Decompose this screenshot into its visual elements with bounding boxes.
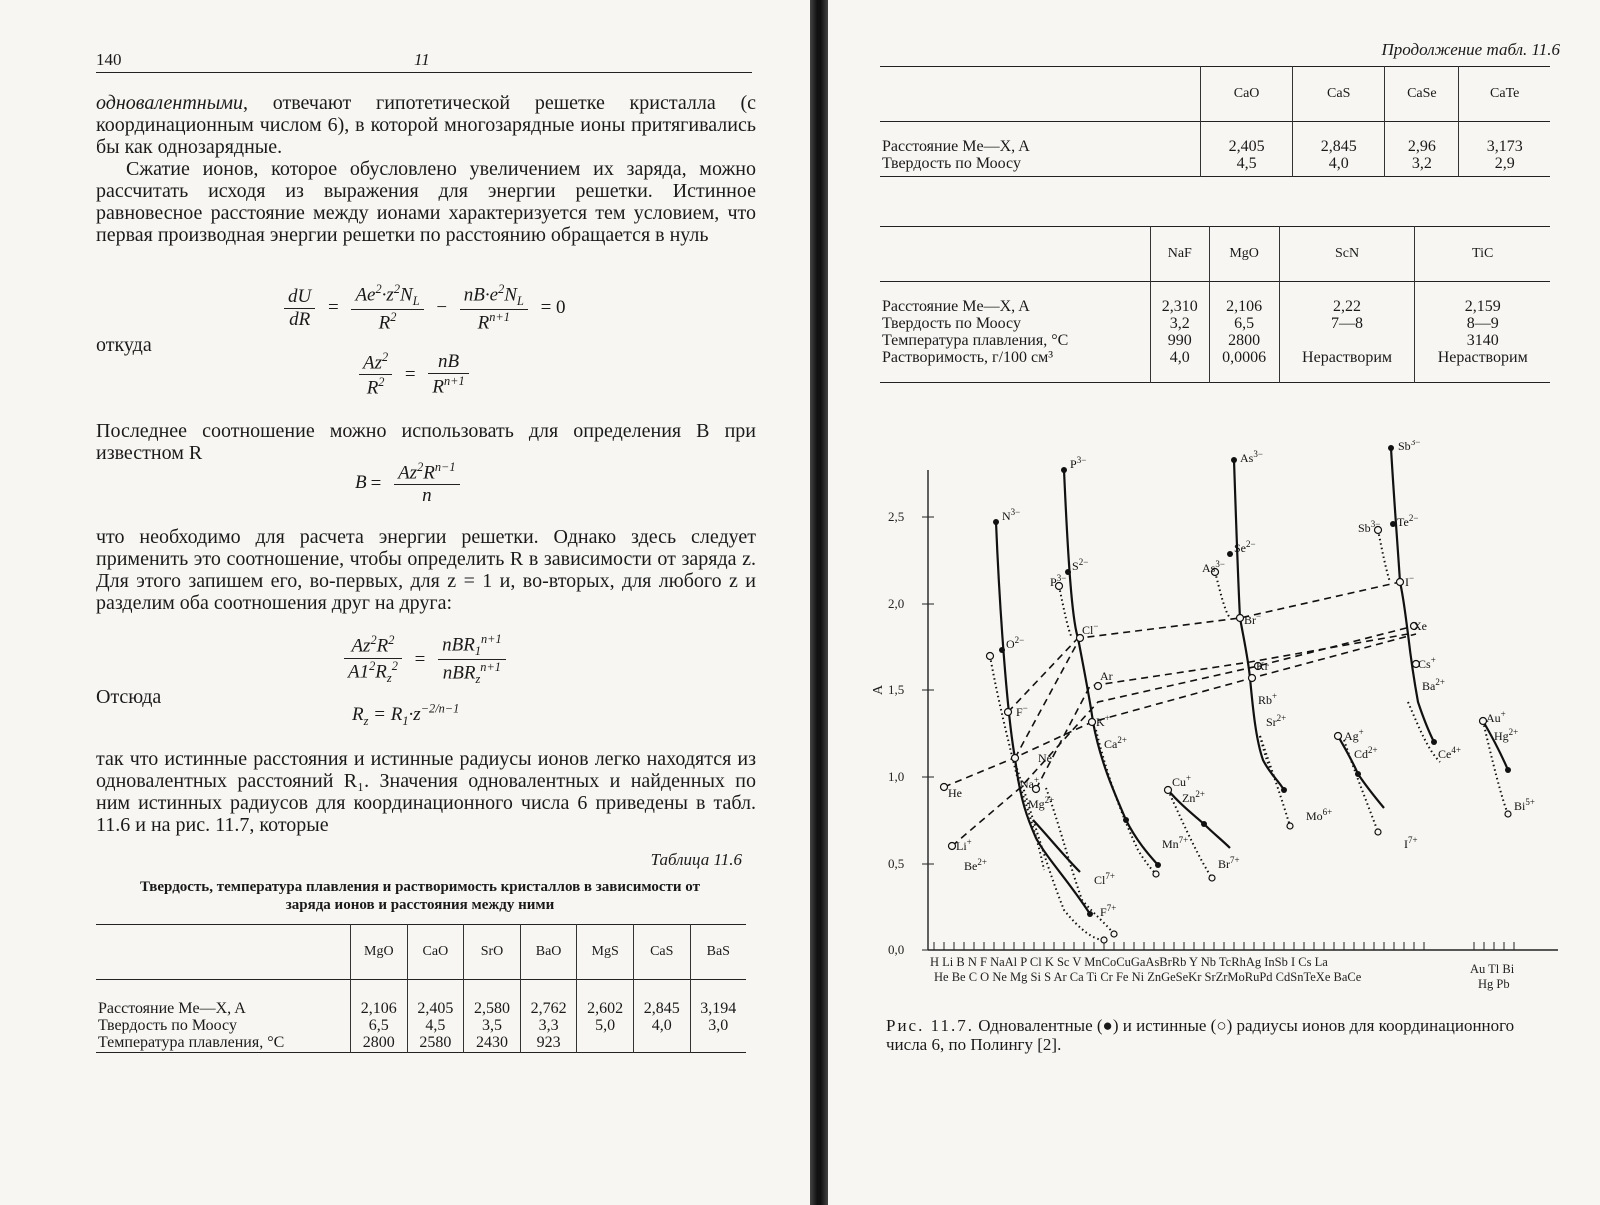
y-tick-label: 2,0: [888, 596, 905, 611]
y-axis-label: A: [871, 684, 886, 695]
right-page: [828, 0, 1600, 1205]
table-header-row: [880, 227, 1550, 282]
table-cell: 3,194: [700, 1000, 737, 1017]
table-cell: 4,5: [425, 1017, 446, 1034]
figure-caption: [886, 1016, 1536, 1054]
col-header: CaSe: [1385, 67, 1459, 122]
y-ticks: [871, 509, 934, 957]
svg-text:Ag+: Ag+: [1344, 727, 1364, 743]
svg-text:Mn7+: $Mn^{7+}$: [1162, 835, 1189, 851]
table-cell: 4,0: [1328, 155, 1349, 172]
page-number: 140: [96, 50, 122, 69]
equation-b: B = $\frac{Az^2R^{n-1}}{n}$: [355, 460, 464, 507]
col-header: MgO: [351, 925, 408, 980]
y-tick-label: 2,5: [888, 509, 905, 524]
table-cell: 3,3: [538, 1017, 559, 1034]
svg-text:Bi5+: $Bi^{5+}$: [1514, 797, 1535, 813]
figure-caption-lead: Рис. 11.7.: [886, 1016, 974, 1035]
row-label: Твердость по Моосу: [882, 155, 1021, 172]
y-tick-label: 0,0: [888, 942, 905, 957]
col-header: BaO: [520, 925, 577, 980]
svg-text:Cs+: Cs+: [1418, 655, 1436, 671]
svg-text:S2−: $S^{2-}$: [1072, 557, 1089, 573]
y-tick-label: 1,5: [888, 682, 905, 697]
equation-ratio: $\frac{Az^2}{R^2}$ = $\frac{nB}{R^{n+1}}$: [355, 350, 473, 400]
table-header-row: [880, 67, 1550, 122]
svg-text:Mo6+: $Mo^{6+}$: [1306, 807, 1333, 823]
svg-text:As3−: $As^{3-}$: [1202, 559, 1225, 575]
properties-table: [96, 924, 746, 1053]
table-cell: 7—8: [1331, 315, 1364, 332]
ion-labels: [948, 440, 1535, 919]
true-radius-points: [941, 527, 1512, 944]
table-caption: Таблица 11.6: [650, 850, 742, 869]
row-label: Температура плавления, °C: [98, 1034, 285, 1051]
svg-text:Kr: Kr: [1256, 659, 1269, 673]
x-ticks: [934, 942, 1514, 950]
table-cell: 4,5: [1236, 155, 1257, 172]
col-header: SrO: [464, 925, 521, 980]
equation-division: $\frac{Az^2R^2}{A1^2R_z^2}$ = $\frac{nBR_1^{n+1}}{nBR_z^{n+1}}$: [340, 632, 510, 687]
table-cell: 2,762: [530, 1000, 567, 1017]
ionic-radii-figure: [868, 440, 1568, 1010]
table-cell: 990: [1167, 332, 1192, 349]
chapter-number: 11: [414, 50, 430, 69]
table-cell: 2,405: [417, 1000, 454, 1017]
paragraph-5: так что истинные расстояния и истинные радиусы ионов легко находятся из одновалентных расстояний R₁. Значения одновалентных и найденных по ним истинных радиусов для координационного числа 6 приведены в табл. 11.6 и на рис. 11.7, которые: [96, 748, 756, 836]
continuation-caption: Продолжение табл. 11.6: [1381, 40, 1560, 59]
table-cell: 3,2: [1169, 315, 1190, 332]
table-cell: 2,96: [1407, 138, 1436, 155]
col-header: CaS: [633, 925, 690, 980]
row-label: Температура плавления, °C: [882, 332, 1069, 349]
svg-text:Mg2+: $Mg^{2+}$: [1028, 795, 1055, 811]
connecting-lines: [944, 582, 1416, 846]
svg-text:Sr2+: $Sr^{2+}$: [1266, 713, 1287, 729]
table-cell: 2,310: [1161, 298, 1198, 315]
italic-lead: одновалентными: [96, 92, 244, 114]
row-label: Растворимость, г/100 см³: [882, 349, 1054, 366]
svg-text:He: He: [948, 786, 962, 800]
col-header: ScN: [1279, 227, 1415, 282]
svg-text:Se2−: $Se^{2-}$: [1234, 539, 1256, 555]
table-body-row: [880, 122, 1550, 177]
svg-text:Ar: Ar: [1100, 669, 1113, 683]
book-gutter: [810, 0, 828, 1205]
col-header: NaF: [1151, 227, 1210, 282]
svg-text:Ne: Ne: [1038, 751, 1052, 765]
table-cell: 6,5: [1234, 315, 1255, 332]
word-otsyuda: Отсюда: [96, 686, 162, 708]
col-header: MgO: [1209, 227, 1279, 282]
table-cell: 2,602: [587, 1000, 624, 1017]
svg-text:Br−: Br−: [1244, 611, 1262, 627]
svg-text:As3−: $As^{3-}$: [1240, 449, 1263, 465]
x-labels-top: H Li B N F NaAl P Cl K Sc V MnCoCuGaAsBrRb Y Nb TcRhAg InSb I Cs La: [930, 955, 1328, 969]
svg-text:Te2−: $Te^{2-}$: [1397, 513, 1419, 529]
x-labels-top-right: Au Tl Bi: [1470, 962, 1515, 976]
svg-text:I7+: $I^{7+}$: [1404, 835, 1418, 851]
y-tick-label: 0,5: [888, 856, 905, 871]
svg-text:Ba2+: $Ba^{2+}$: [1422, 677, 1445, 693]
svg-text:Rb+: Rb+: [1258, 691, 1278, 707]
table-cell: 3,173: [1486, 138, 1523, 155]
x-labels-bottom: He Be C O Ne Mg Si S Ar Ca Ti Cr Fe Ni ZnGeSeKr SrZrMoRuPd CdSnTeXe BaCe: [934, 970, 1362, 984]
col-header: CaTe: [1459, 67, 1550, 122]
table-cell: 2,22: [1333, 298, 1362, 315]
table-cell: 923: [536, 1034, 561, 1051]
table-cell: 2430: [475, 1034, 508, 1051]
table-cell: 4,0: [651, 1017, 672, 1034]
svg-text:O2−: $O^{2-}$: [1006, 635, 1025, 651]
table-header-row: [96, 925, 746, 980]
table-cell: 3140: [1466, 332, 1499, 349]
paragraph-1: [96, 92, 756, 246]
row-label: Твердость по Моосу: [98, 1017, 237, 1034]
svg-text:I−: I−: [1405, 573, 1415, 589]
table-cell: 2,159: [1464, 298, 1501, 315]
table-cell: 2,845: [1320, 138, 1357, 155]
figure-caption-text: Одновалентные (●) и истинные (○) радиусы ионов для координационного числа 6, по Полингу [2].: [886, 1016, 1515, 1054]
table-body-row: [880, 282, 1550, 383]
svg-text:Ca2+: $Ca^{2+}$: [1104, 735, 1127, 751]
svg-text:Na+: Na+: [1020, 775, 1040, 791]
table-cell: 8—9: [1466, 315, 1499, 332]
svg-text:Hg2+: $Hg^{2+}$: [1494, 727, 1519, 743]
table-cell: 2,106: [1226, 298, 1263, 315]
table-cell: 2,9: [1494, 155, 1515, 172]
paragraph-1-text: , отвечают гипотетической решетке кристалла (с координационным числом 6), в которой многозарядные ионы притягивались бы как однозарядные.: [96, 92, 756, 158]
svg-text:Be2+: $Be^{2+}$: [964, 857, 987, 873]
table-cell: 3,2: [1411, 155, 1432, 172]
x-labels-bottom-right: Hg Pb: [1478, 977, 1510, 991]
table-cell: 2,845: [643, 1000, 680, 1017]
paragraph-3: Последнее соотношение можно использовать для определения B при известном R: [96, 420, 756, 464]
table-cell: Нерастворим: [1302, 349, 1393, 366]
svg-text:Zn2+: $Zn^{2+}$: [1182, 789, 1205, 805]
svg-text:Ce4+: $Ce^{4+}$: [1438, 745, 1461, 761]
svg-text:Li+: Li+: [956, 837, 972, 853]
svg-text:Cd2+: $Cd^{2+}$: [1354, 745, 1378, 761]
col-header: CaS: [1293, 67, 1385, 122]
svg-text:F7+: $F^{7+}$: [1100, 903, 1117, 919]
svg-text:Cl7+: $Cl^{7+}$: [1094, 871, 1115, 887]
table-cell: 0,0006: [1222, 349, 1267, 366]
row-label: Расстояние Me—X, A: [98, 1000, 246, 1017]
continuation-table-1: [880, 66, 1550, 177]
continuation-table-2: [880, 226, 1550, 383]
table-cell: 6,5: [368, 1017, 389, 1034]
equation-rz: $R_z = R_1\cdot z^{-2/n-1}$: [352, 702, 460, 729]
col-header: CaO: [1201, 67, 1293, 122]
paragraph-4: что необходимо для расчета энергии решетки. Однако здесь следует применить это соотношение, чтобы определить R в зависимости от заряда z. Для этого запишем его, во-первых, для z = 1 и, во-вторых, для любого z и разделим оба соотношения друг на друга:: [96, 526, 756, 614]
table-cell: 4,0: [1169, 349, 1190, 366]
svg-text:Cu+: Cu+: [1172, 773, 1192, 789]
svg-text:Sb3−: $Sb^{3-}$: [1358, 519, 1381, 535]
row-label: Расстояние Me—X, A: [882, 138, 1030, 155]
svg-text:Sb3−: $Sb^{3-}$: [1398, 440, 1421, 453]
row-label: Расстояние Me—X, A: [882, 298, 1030, 315]
y-tick-label: 1,0: [888, 769, 905, 784]
table-cell: 2,580: [473, 1000, 510, 1017]
svg-text:P3−: $P^{3-}$: [1050, 573, 1067, 589]
col-header: MgS: [577, 925, 634, 980]
svg-text:K+: K+: [1096, 713, 1110, 729]
svg-text:Br7+: $Br^{7+}$: [1218, 855, 1240, 871]
word-otkuda: откуда: [96, 334, 152, 356]
table-title: Твердость, температура плавления и растворимость кристаллов в зависимости от заряда ионов и расстояния между ними: [140, 879, 700, 913]
table-cell: Нерастворим: [1437, 349, 1528, 366]
equation-derivative: $\frac{dU}{dR}$ = $\frac{Ae^2\cdot z^2N_L}{R^2}$ − $\frac{nB\cdot e^2N_L}{R^{n+1}}$ = 0: [280, 282, 570, 334]
table-cell: 2580: [419, 1034, 452, 1051]
paragraph-2: Сжатие ионов, которое обусловлено увеличением их заряда, можно рассчитать исходя из выражения для энергии решетки. Истинное равновесное расстояние между ионами характеризуется тем условием, что первая производная энергии решетки по расстоянию обращается в нуль: [96, 158, 756, 246]
table-cell: 2800: [1228, 332, 1261, 349]
svg-text:Xe: Xe: [1413, 619, 1427, 633]
table-body-row: [96, 980, 746, 1053]
table-cell: [1282, 332, 1413, 349]
running-header: [96, 50, 752, 73]
table-cell: 3,0: [708, 1017, 729, 1034]
svg-text:Au+: Au+: [1486, 709, 1506, 725]
svg-text:N3−: $N^{3-}$: [1002, 507, 1021, 523]
svg-text:Cl−: Cl−: [1082, 621, 1099, 637]
col-header: TiC: [1415, 227, 1550, 282]
svg-text:F−: F−: [1016, 703, 1028, 719]
svg-text:P3−: $P^{3-}$: [1070, 455, 1087, 471]
table-cell: 2800: [362, 1034, 395, 1051]
col-header: BaS: [690, 925, 746, 980]
table-cell: 5,0: [595, 1017, 616, 1034]
col-header: CaO: [407, 925, 464, 980]
table-cell: 3,5: [481, 1017, 502, 1034]
table-cell: 2,405: [1228, 138, 1265, 155]
table-cell: 2,106: [360, 1000, 397, 1017]
row-label: Твердость по Моосу: [882, 315, 1021, 332]
